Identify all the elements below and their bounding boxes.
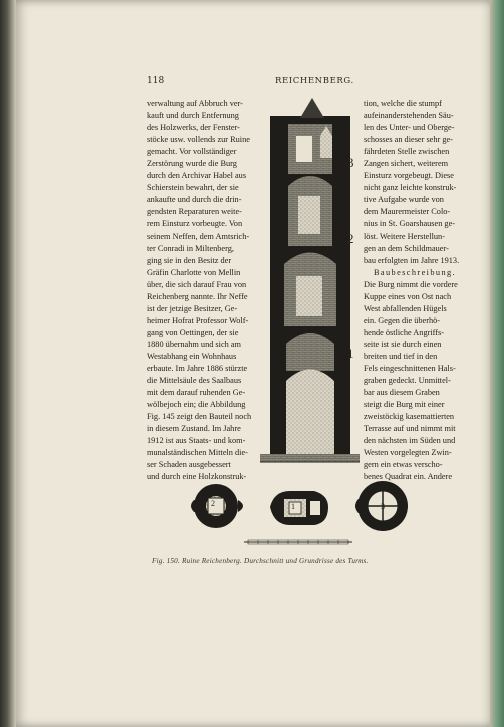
text-line: Fig. 145 zeigt den Bauteil noch bbox=[147, 412, 252, 422]
running-head: REICHENBERG. bbox=[275, 76, 354, 86]
plan-label: 1 bbox=[291, 502, 295, 511]
text-line: und durch eine Holzkonstruk- bbox=[147, 472, 247, 482]
text-line: aufeinanderstehenden Säu- bbox=[364, 111, 454, 121]
text-line: heimer Hofrat Professor Wolf- bbox=[147, 315, 249, 325]
text-line: ser Schaden ausgebessert bbox=[147, 460, 231, 470]
text-line: dem Maurermeister Colo- bbox=[364, 207, 451, 217]
scale-bar bbox=[244, 537, 352, 547]
text-line: Westen vorgelegten Zwin- bbox=[364, 448, 452, 458]
section-label: 2 bbox=[347, 231, 354, 246]
text-line: ging sie in den Besitz der bbox=[147, 255, 232, 265]
text-line: Die Burg nimmt die vordere bbox=[364, 279, 458, 289]
text-line: fährdeten Stelle zwischen bbox=[364, 147, 450, 157]
text-line: steigt die Burg mit einer bbox=[364, 400, 445, 410]
text-line: stöcke usw. vollends zur Ruine bbox=[147, 135, 250, 145]
text-line: Westabhang ein Wohnhaus bbox=[147, 351, 237, 361]
text-line: schosses an dieser sehr ge- bbox=[364, 135, 453, 145]
text-line: munalständischen Mitteln die- bbox=[147, 448, 248, 458]
text-line: ist der jetzige Besitzer, Ge- bbox=[147, 303, 238, 313]
section-label: 3 bbox=[347, 155, 354, 170]
text-line: ankaufte und durch die drin- bbox=[147, 195, 242, 205]
page-edge-right bbox=[490, 0, 504, 727]
text-line: Gräfin Charlotte von Mellin bbox=[147, 267, 241, 277]
text-line: len des Unter- und Oberge- bbox=[364, 123, 455, 133]
text-line: seinem Neffen, dem Amtsrich- bbox=[147, 231, 250, 241]
text-line: Terrasse auf und nimmt mit bbox=[364, 424, 456, 434]
text-line: bar aus diesem Graben bbox=[364, 388, 440, 398]
text-line: gang von Oettingen, der sie bbox=[147, 327, 239, 337]
plan-label: 2 bbox=[211, 499, 215, 508]
text-line: Zerstörung wurde die Burg bbox=[147, 159, 237, 169]
text-line: gern ein etwas verscho- bbox=[364, 460, 443, 470]
text-line: mit dem darauf ruhenden Ge- bbox=[147, 388, 246, 398]
figure-caption: Fig. 150. Ruine Reichenberg. Durchschnitt und Grundrisse des Turms. bbox=[152, 557, 369, 565]
text-line: erbaute. Im Jahre 1886 stürzte bbox=[147, 364, 248, 374]
page-number: 118 bbox=[147, 76, 165, 86]
floor-plan-1 bbox=[262, 487, 332, 529]
text-line: zweistöckig kasemattierten bbox=[364, 412, 455, 422]
text-line: graben gedeckt. Unmittel- bbox=[364, 376, 451, 386]
text-line: ein. Gegen die überhö- bbox=[364, 315, 441, 325]
text-line: breiten und tief in den bbox=[364, 351, 438, 361]
text-line: Einsturz vorgebeugt. Diese bbox=[364, 171, 454, 181]
text-line: nius in St. Goarshausen ge- bbox=[364, 219, 456, 229]
text-line: seite ist sie durch einen bbox=[364, 339, 442, 349]
text-line: in diesem Zustand. Im Jahre bbox=[147, 424, 241, 434]
text-line: Reichenberg nannte. Ihr Neffe bbox=[147, 291, 248, 301]
text-line: gemacht. Vor vollständiger bbox=[147, 147, 237, 157]
text-line: Zangen sichert, weiterem bbox=[364, 159, 449, 169]
text-line: kauft und durch Entfernung bbox=[147, 111, 239, 121]
text-line: nicht ganz leichte konstruk- bbox=[364, 183, 457, 193]
book-gutter bbox=[0, 0, 16, 727]
section-heading: Baubeschreibung. bbox=[373, 267, 457, 277]
text-line: die Mittelsäule des Saalbaus bbox=[147, 376, 242, 386]
section-label: 1 bbox=[347, 346, 354, 361]
text-line: durch den Archivar Habel aus bbox=[147, 171, 247, 181]
text-line: ter Conradi in Miltenberg, bbox=[147, 243, 234, 253]
text-line: 1912 ist aus Staats- und kom- bbox=[147, 436, 246, 446]
text-line: hende östliche Angriffs- bbox=[364, 327, 445, 337]
text-line: wölbejoch ein; die Abbildung bbox=[147, 400, 246, 410]
text-line: gen an dem Schildmauer- bbox=[364, 243, 449, 253]
text-line: des Holzwerks, der Fenster- bbox=[147, 123, 240, 133]
floor-plan-2 bbox=[186, 480, 250, 532]
text-line: rem Einsturz vorbeugte. Von bbox=[147, 219, 243, 229]
text-line: Schierstein bewahrt, der sie bbox=[147, 183, 239, 193]
text-line: West abfallenden Hügels bbox=[364, 303, 447, 313]
text-line: 1880 übernahm und sich am bbox=[147, 339, 242, 349]
text-line: Fels eingeschnittenen Hals- bbox=[364, 364, 456, 374]
text-column-right bbox=[364, 98, 466, 484]
text-line: tion, welche die stumpf bbox=[364, 99, 442, 108]
text-line: gendsten Reparaturen weite- bbox=[147, 207, 242, 217]
text-line: tive Aufgabe wurde von bbox=[364, 195, 444, 205]
text-column-left bbox=[147, 98, 259, 484]
text-line: löst. Weitere Herstellun- bbox=[364, 231, 445, 241]
plan-label: 3 bbox=[381, 502, 385, 511]
text-line: verwaltung auf Abbruch ver- bbox=[147, 99, 243, 108]
text-line: Kuppe eines von Ost nach bbox=[364, 291, 452, 301]
text-line: bau erfolgten im Jahre 1913. bbox=[364, 255, 460, 265]
tower-section-drawing bbox=[260, 96, 360, 466]
text-line: benes Quadrat ein. Andere bbox=[364, 472, 453, 482]
text-line: den nächsten im Süden und bbox=[364, 436, 456, 446]
text-line: über, die sich darauf Frau von bbox=[147, 279, 247, 289]
